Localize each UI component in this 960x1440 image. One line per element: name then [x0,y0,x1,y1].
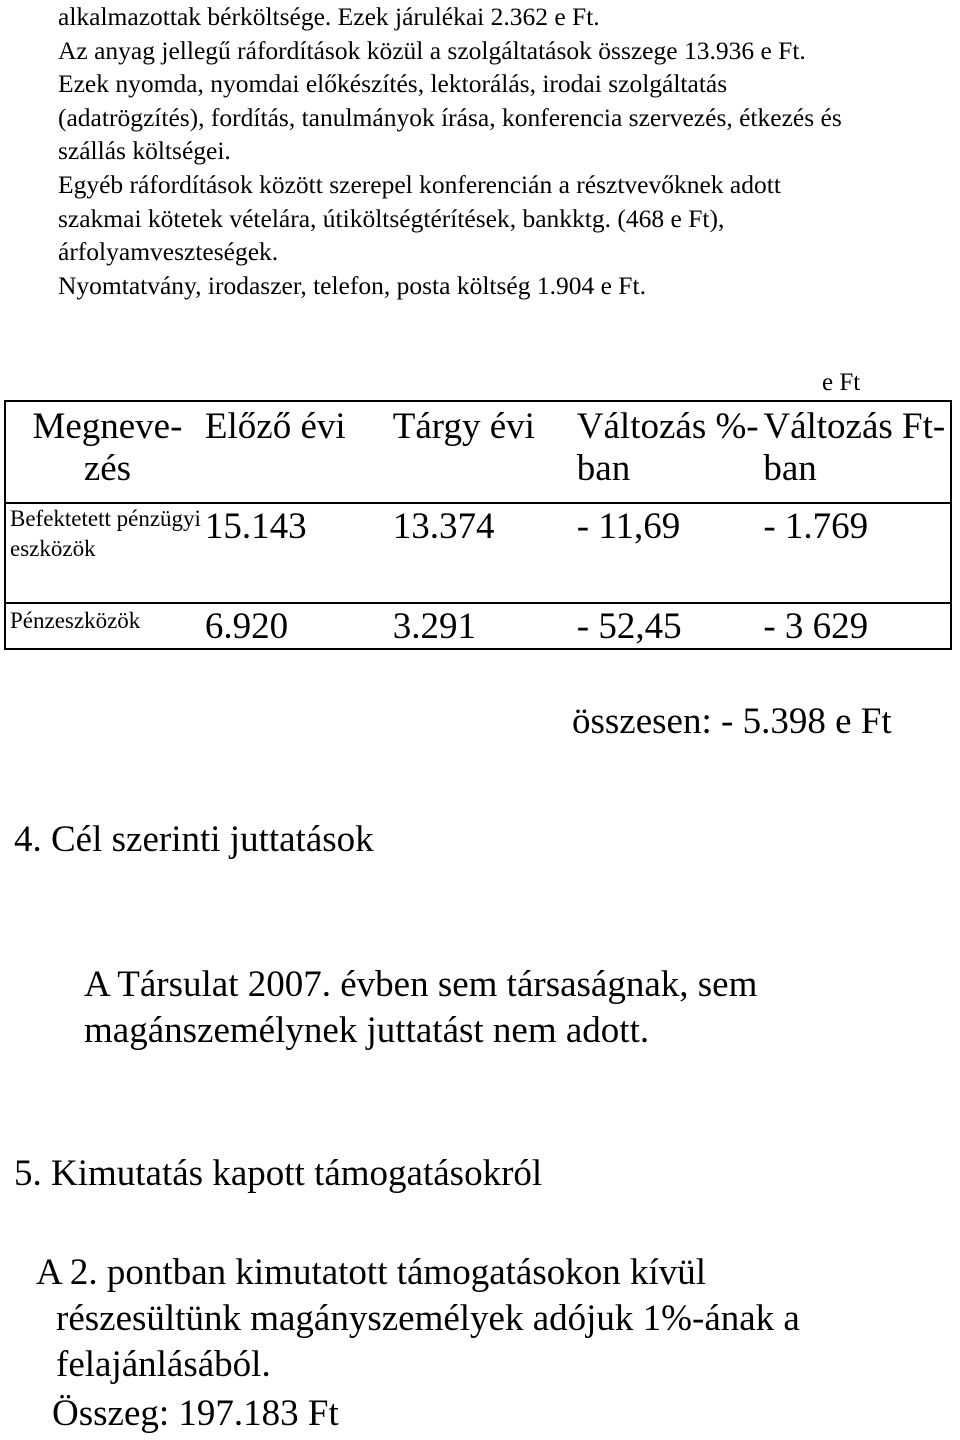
section-5-line: felajánlásából. [56,1344,271,1385]
section-4-heading: 4. Cél szerinti juttatások [14,819,374,860]
row-prev-year: 15.143 [205,503,393,603]
section-5-line: részesültünk magányszemélyek adójuk 1%-ának a [56,1298,800,1339]
table-unit-note: e Ft [822,369,861,396]
intro-line: Egyéb ráfordítások között szerepel konferencián a résztvevőknek adott [58,169,781,199]
row-prev-year: 6.920 [205,603,393,649]
intro-line: Nyomtatvány, irodaszer, telefon, posta költség 1.904 e Ft. [58,270,646,300]
section-5-sum: Összeg: 197.183 Ft [52,1393,339,1434]
section-4-text [84,962,757,1054]
section-5-text [36,1250,800,1388]
intro-text [58,0,948,302]
table-header-row [5,401,951,503]
row-name: Befektetett pénzügyi eszközök [5,503,205,603]
section-4-line: magánszemélynek juttatást nem adott. [84,1010,650,1051]
section-4-line: A Társulat 2007. évben sem társaságnak, sem [84,964,758,1005]
row-current-year: 13.374 [393,503,577,603]
intro-line: (adatrögzítés), fordítás, tanulmányok írása, konferencia szervezés, étkezés és [58,102,842,132]
header-change-ft: Változás Ft-ban [763,406,946,489]
header-change-pct: Változás %-ban [576,406,759,489]
header-current-year: Tárgy évi [392,406,535,447]
section-5-heading: 5. Kimutatás kapott támogatásokról [14,1153,543,1194]
intro-line: árfolyamveszteségek. [58,237,279,267]
header-prev-year: Előző évi [204,406,346,447]
row-change-ft: - 3 629 [763,603,951,649]
table-total: összesen: - 5.398 e Ft [572,701,892,742]
row-change-pct: - 52,45 [577,603,764,649]
intro-line: szállás költségei. [58,136,231,166]
intro-line: Az anyag jellegű ráfordítások közül a szolgáltatások összege 13.936 e Ft. [58,35,806,65]
row-change-pct: - 11,69 [577,503,764,603]
intro-line: Ezek nyomda, nyomdai előkészítés, lektorálás, irodai szolgáltatás [58,69,728,99]
table-row [5,603,951,649]
table-row [5,503,951,603]
row-change-ft: - 1.769 [763,503,951,603]
intro-line: szakmai kötetek vételára, útiköltségtérítések, bankktg. (468 e Ft), [58,203,725,233]
financial-table [4,400,952,650]
intro-line: alkalmazottak bérköltsége. Ezek járulékai 2.362 e Ft. [58,2,600,31]
row-current-year: 3.291 [393,603,577,649]
section-5-line: A 2. pontban kimutatott támogatásokon kívül [36,1252,707,1293]
row-name: Pénzeszközök [5,603,205,649]
header-name: Megneve-zés [32,406,183,489]
